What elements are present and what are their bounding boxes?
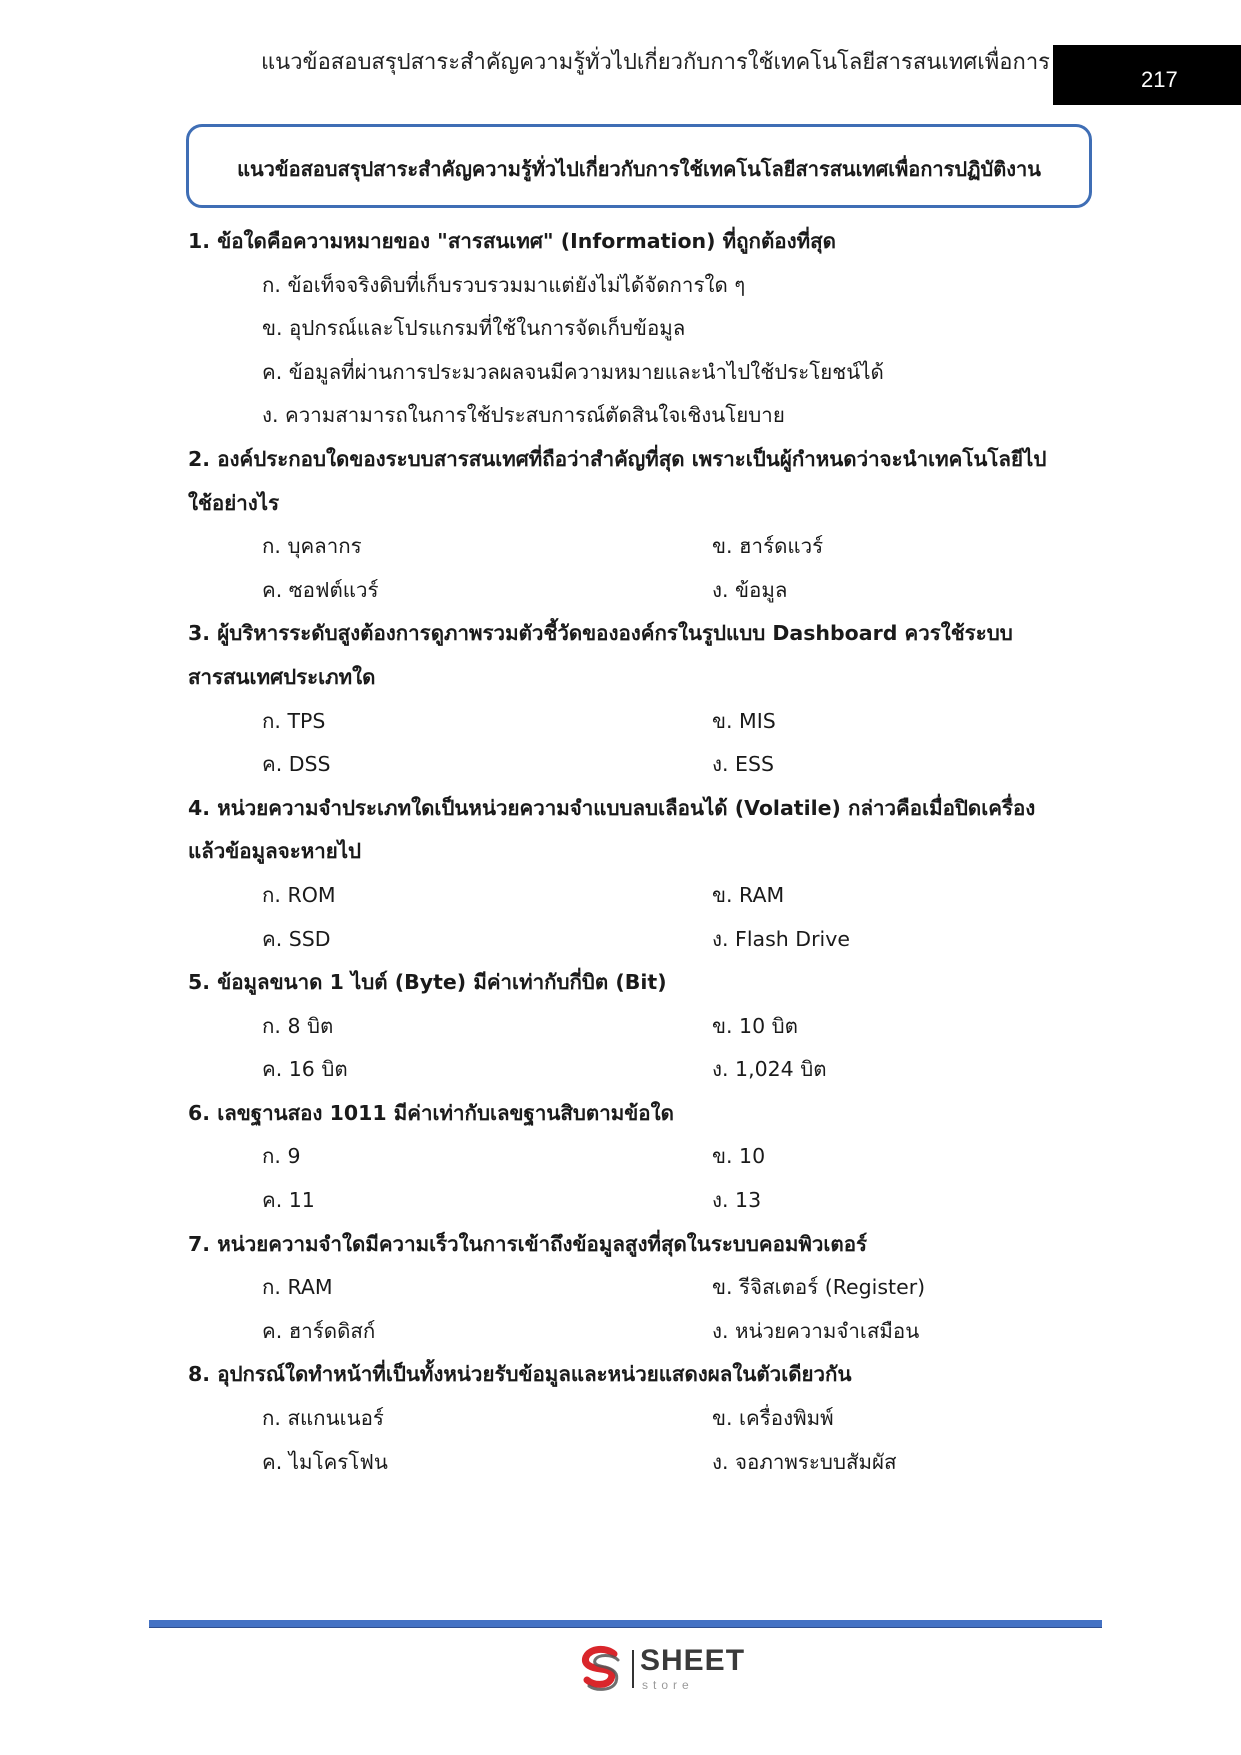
question-2-options-row-1 [188,525,1088,569]
question-7-options-row-2 [188,1310,1088,1354]
question-8-option-c: ค. ไมโครโฟน [262,1449,388,1474]
question-2-option-a: ก. บุคลากร [262,534,362,559]
question-6-option-b: ข. 10 [712,1144,766,1169]
question-3-text-cont: สารสนเทศประเภทใด [188,664,376,689]
page-title: แนวข้อสอบสรุปสาระสำคัญความรู้ทั่วไปเกี่ยวกับการใช้เทคโนโลยีสารสนเทศเพื่อการปฏิบัติงาน [237,157,1041,181]
question-3-options-row-1 [188,700,1088,744]
question-2-options-row-2 [188,569,1088,613]
question-6-option-d: ง. 13 [712,1188,762,1213]
question-3-option-b: ข. MIS [712,708,776,733]
question-2-option-c: ค. ซอฟต์แวร์ [262,577,379,602]
question-5-text: 5. ข้อมูลขนาด 1 ไบต์ (Byte) มีค่าเท่ากับกี่บิต (Bit) [188,970,667,995]
question-2-option-b: ข. ฮาร์ดแวร์ [712,534,824,559]
question-7-text: 7. หน่วยความจำใดมีความเร็วในการเข้าถึงข้อมูลสูงที่สุดในระบบคอมพิวเตอร์ [188,1231,868,1256]
question-6-options-row-1 [188,1135,1088,1179]
question-1-option-d: ง. ความสามารถในการใช้ประสบการณ์ตัดสินใจเชิงนโยบาย [262,403,785,428]
logo-wordmark: SHEET [640,1644,746,1677]
question-7-option-d: ง. หน่วยความจำเสมือน [712,1318,920,1343]
question-3-text: 3. ผู้บริหารระดับสูงต้องการดูภาพรวมตัวชี้วัดขององค์กรในรูปแบบ Dashboard ควรใช้ระบบ [188,621,1013,646]
question-8-option-d: ง. จอภาพระบบสัมผัส [712,1449,897,1474]
question-5-option-a: ก. 8 บิต [262,1013,334,1038]
question-4-option-b: ข. RAM [712,882,785,907]
question-2-text: 2. องค์ประกอบใดของระบบสารสนเทศที่ถือว่าสำคัญที่สุด เพราะเป็นผู้กำหนดว่าจะนำเทคโนโลยีไป [188,446,1047,471]
title-box [186,124,1092,208]
sheet-store-logo [576,1644,776,1696]
footer-rule [149,1620,1102,1628]
question-7-options-row-1 [188,1266,1088,1310]
question-5-options-row-1 [188,1005,1088,1049]
question-8-option-a: ก. สแกนเนอร์ [262,1406,384,1431]
question-1-text: 1. ข้อใดคือความหมายของ "สารสนเทศ" (Information) ที่ถูกต้องที่สุด [188,229,836,253]
question-2-text-cont: ใช้อย่างไร [188,490,280,515]
question-7-option-b: ข. รีจิสเตอร์ (Register) [712,1275,926,1300]
question-8-options-row-1 [188,1397,1088,1441]
question-8-options-row-2 [188,1441,1088,1485]
question-4-option-d: ง. Flash Drive [712,926,850,951]
question-3-option-a: ก. TPS [262,708,326,733]
logo-subtext: store [642,1678,694,1692]
question-8-text: 8. อุปกรณ์ใดทำหน้าที่เป็นทั้งหน่วยรับข้อมูลและหน่วยแสดงผลในตัวเดียวกัน [188,1362,852,1387]
question-4-option-c: ค. SSD [262,926,331,951]
question-list [188,220,1088,1484]
question-7-option-a: ก. RAM [262,1275,333,1300]
question-8-option-b: ข. เครื่องพิมพ์ [712,1406,834,1431]
question-1-option-c: ค. ข้อมูลที่ผ่านการประมวลผลจนมีความหมายและนำไปใช้ประโยชน์ได้ [262,359,884,384]
question-5-option-c: ค. 16 บิต [262,1057,348,1082]
question-1-option-b: ข. อุปกรณ์และโปรแกรมที่ใช้ในการจัดเก็บข้อมูล [262,316,686,341]
question-4-text-cont: แล้วข้อมูลจะหายไป [188,839,362,864]
question-2-option-d: ง. ข้อมูล [712,577,788,602]
question-7-option-c: ค. ฮาร์ดดิสก์ [262,1318,376,1343]
sheet-store-logo-icon [576,1644,626,1694]
question-3-options-row-2 [188,743,1088,787]
question-4-text: 4. หน่วยความจำประเภทใดเป็นหน่วยความจำแบบลบเลือนได้ (Volatile) กล่าวคือเมื่อปิดเครื่อง [188,795,1036,820]
question-6-text: 6. เลขฐานสอง 1011 มีค่าเท่ากับเลขฐานสิบตามข้อใด [188,1100,674,1125]
question-5-option-d: ง. 1,024 บิต [712,1057,827,1082]
question-5-option-b: ข. 10 บิต [712,1013,798,1038]
question-3-option-c: ค. DSS [262,752,331,777]
question-3-option-d: ง. ESS [712,752,775,777]
question-6-option-a: ก. 9 [262,1144,301,1169]
running-header: แนวข้อสอบสรุปสาระสำคัญความรู้ทั่วไปเกี่ยวกับการใช้เทคโนโลยีสารสนเทศเพื่อการ [260,50,1050,75]
question-6-option-c: ค. 11 [262,1188,315,1213]
logo-divider [632,1650,634,1688]
question-4-option-a: ก. ROM [262,882,336,907]
question-4-options-row-1 [188,874,1088,918]
question-1-option-a: ก. ข้อเท็จจริงดิบที่เก็บรวบรวมมาแต่ยังไม่ได้จัดการใด ๆ [262,272,746,297]
page-number: 217 [1053,45,1241,105]
question-4-options-row-2 [188,918,1088,962]
question-6-options-row-2 [188,1179,1088,1223]
question-5-options-row-2 [188,1048,1088,1092]
